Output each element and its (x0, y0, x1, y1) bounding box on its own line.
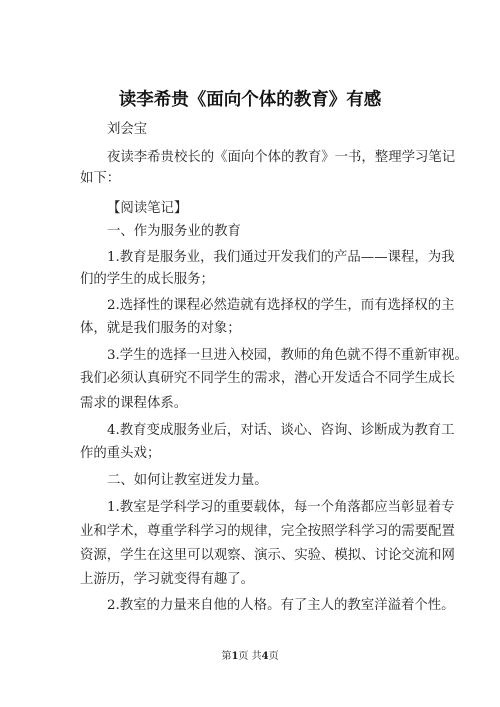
paragraph-line: 夜读李希贵校长的《面向个体的教育》一书，整理学习笔记 (107, 150, 456, 165)
paragraph-line: 们的学生的成长服务； (80, 272, 214, 287)
total-pages-number: 4 (261, 651, 269, 662)
current-page-number: 1 (231, 651, 239, 662)
paragraph-line: 需求的课程体系。 (80, 396, 188, 411)
paragraph-line: 资源，学生在这里可以观察、演示、实验、模拟、讨论交流和网 (80, 548, 455, 563)
footer-prefix: 第 (221, 651, 232, 662)
footer-middle: 页 共 (238, 651, 262, 662)
paragraph-line: 上游历，学习就变得有趣了。 (80, 572, 255, 587)
paragraph-line: 2.选择性的课程必然造就有选择权的学生，而有选择权的主 (107, 298, 455, 313)
paragraph-line: 2.教室的力量来自他的人格。有了主人的教室洋溢着个性。 (107, 598, 455, 613)
paragraph-line: 作的重头戏； (80, 446, 161, 461)
section-label: 【阅读笔记】 (107, 201, 188, 216)
footer-suffix: 页 (268, 651, 279, 662)
paragraph-line: 1.教育是服务业，我们通过开发我们的产品——课程，为我 (107, 250, 455, 265)
paragraph-line: 业和学术，尊重学科学习的规律，完全按照学科学习的需要配置 (80, 524, 455, 539)
section-heading: 二、如何让教室迸发力量。 (107, 473, 268, 488)
section-heading: 一、作为服务业的教育 (107, 224, 241, 239)
author-name: 刘会宝 (107, 122, 148, 137)
paragraph-line: 体，就是我们服务的对象； (80, 321, 241, 336)
page-footer (0, 650, 500, 664)
paragraph-line: 我们必须认真研究不同学生的需求，潜心开发适合不同学生成长 (80, 371, 455, 386)
paragraph-line: 如下： (80, 171, 121, 186)
paragraph-line: 3.学生的选择一旦进入校园，教师的角色就不得不重新审视。 (107, 348, 468, 363)
paragraph-line: 1.教室是学科学习的重要载体，每一个角落都应当彰显着专 (107, 500, 455, 515)
document-title: 读李希贵《面向个体的教育》有感 (118, 90, 382, 110)
paragraph-line: 4.教育变成服务业后，对话、谈心、咨询、诊断成为教育工 (107, 423, 455, 438)
